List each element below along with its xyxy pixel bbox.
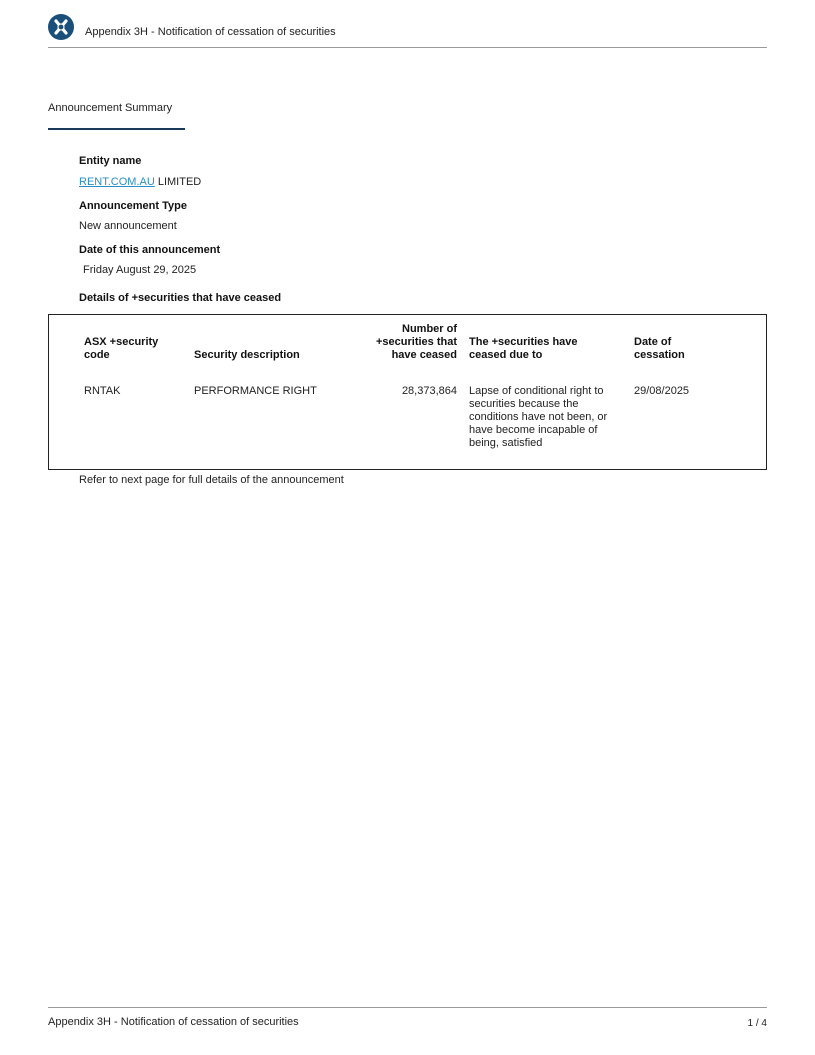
page-header — [48, 14, 767, 48]
header-title: Appendix 3H - Notification of cessation of securities — [85, 26, 336, 38]
footer-divider — [48, 1007, 767, 1008]
header-description: Security description — [194, 349, 300, 361]
tab-underline — [48, 128, 185, 130]
cell-reason: Lapse of conditional right to securities because the conditions have not been, or have become incapable of being, satisfied — [469, 385, 608, 449]
announcement-type-value: New announcement — [79, 220, 177, 232]
cell-description: PERFORMANCE RIGHT — [194, 385, 317, 397]
announcement-date-value: Friday August 29, 2025 — [83, 264, 197, 276]
announcement-summary-tab[interactable]: Announcement Summary — [48, 102, 173, 114]
cell-date: 29/08/2025 — [634, 385, 690, 397]
announcement-type-label: Announcement Type — [79, 200, 187, 212]
asx-logo-icon — [48, 14, 74, 40]
securities-table — [48, 314, 767, 470]
announcement-date-label: Date of this announcement — [79, 244, 221, 256]
footer-title: Appendix 3H - Notification of cessation of securities — [48, 1016, 299, 1028]
page-number: 1 / 4 — [747, 1018, 767, 1029]
header-reason: The +securities have ceased due to — [469, 336, 578, 361]
entity-name-suffix: LIMITED — [154, 176, 202, 188]
entity-name-link[interactable]: RENT.COM.AU — [79, 176, 155, 188]
entity-name-label: Entity name — [79, 155, 142, 167]
header-date: Date of cessation — [634, 336, 685, 361]
header-number: Number of +securities that have ceased — [375, 323, 457, 361]
cell-number: 28,373,864 — [401, 385, 457, 397]
details-label: Details of +securities that have ceased — [79, 292, 282, 304]
cell-code: RNTAK — [84, 385, 121, 397]
refer-note: Refer to next page for full details of the announcement — [79, 474, 344, 486]
header-code: ASX +security code — [84, 336, 159, 361]
entity-name-value — [79, 176, 201, 188]
